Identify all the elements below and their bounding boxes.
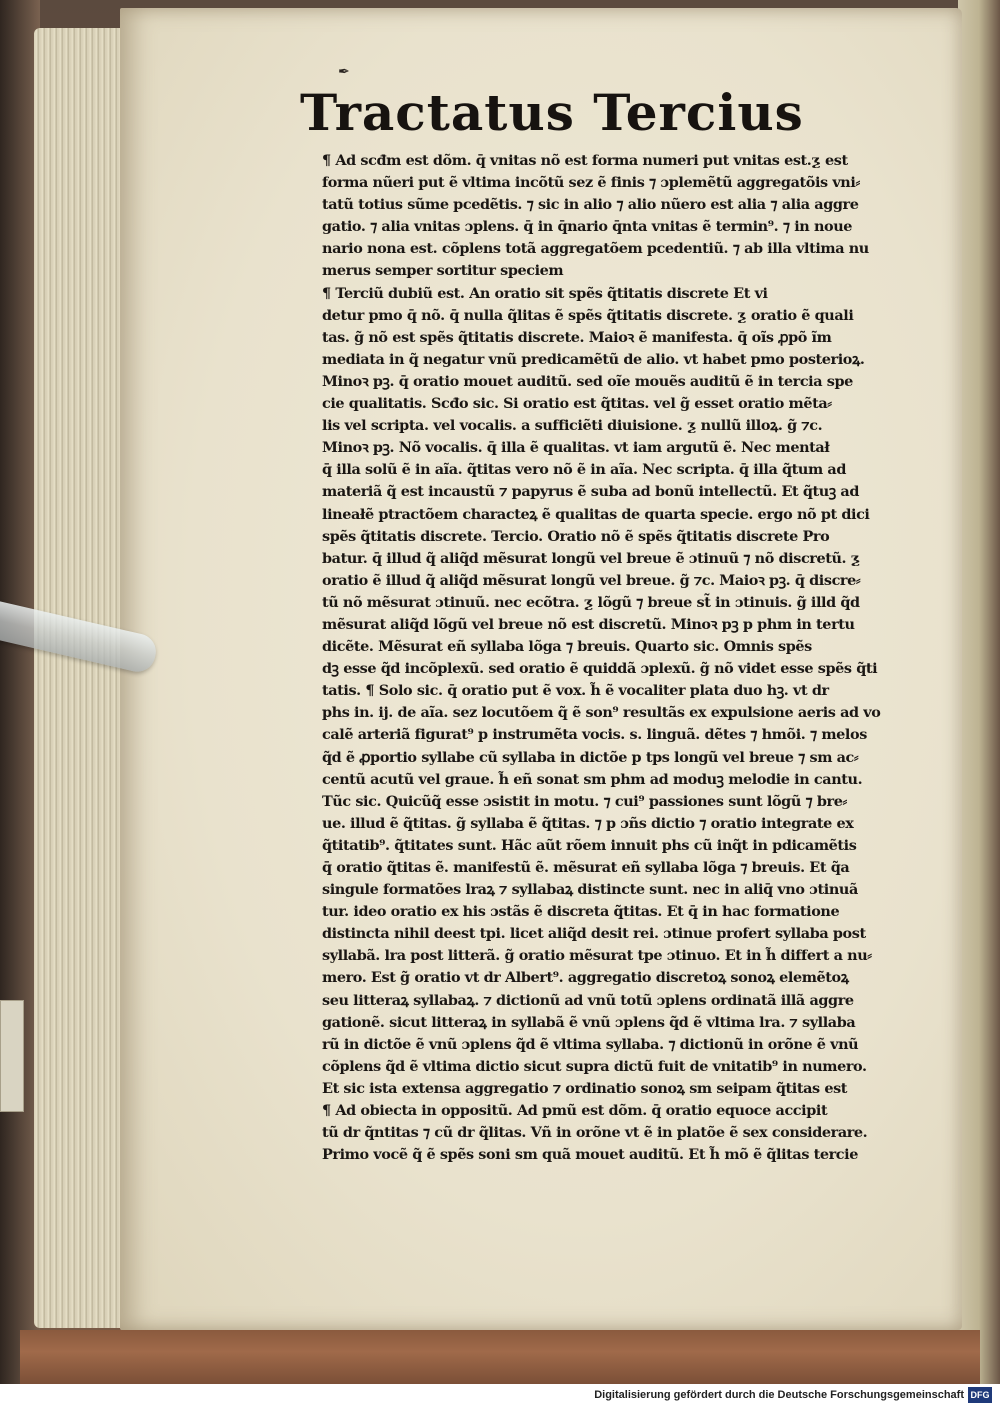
- text-line: gationẽ. sicut litteraꝝ in syllabã ẽ vnũ ɔplens q̃d ẽ vltima lra. ⁊ syllaba: [322, 1013, 856, 1031]
- text-line: tatũ totius sũme pcedẽtis. ⁊ sic in alio ⁊ alio nũero est alia ⁊ alia aggre: [322, 196, 859, 214]
- text-line: mẽsurat aliq̃d lõgũ vel breue nõ est discretũ. Minoꝛ pꝫ p phm in tertu: [322, 615, 855, 633]
- text-block: [322, 150, 894, 1164]
- funding-credit: Digitalisierung gefördert durch die Deutsche Forschungsgemeinschaft: [594, 1389, 964, 1401]
- text-line: spẽs q̃titatis discrete. Tercio. Oratio nõ ẽ spẽs q̃titatis discrete Pro: [322, 527, 830, 545]
- text-line: tur. ideo oratio ex his ɔstãs ẽ discreta q̃titas. Et q̄ in hac formatione: [322, 903, 840, 921]
- text-line: q̄ oratio q̃titas ẽ. manifestũ ẽ. mẽsurat eñ syllaba lõga ⁊ breuis. Et q̃a: [322, 859, 850, 876]
- text-line: nario nona est. cõplens totã aggregatõem pcedentiũ. ⁊ ab illa vltima nu: [322, 240, 869, 258]
- dfg-logo: DFG: [968, 1387, 992, 1403]
- text-line: detur pmo q̄ nõ. q̄ nulla q̃litas ẽ spẽs q̃titatis discrete. ƺ oratio ẽ quali: [322, 306, 854, 324]
- text-line: materiã q̃ est incaustũ ⁊ papyrus ẽ suba ad bonũ intellectũ. Et q̃tuꝫ ad: [322, 483, 860, 501]
- text-line: q̃d ẽ ꝓportio syllabe cũ syllaba in dictõe p tps longũ vel breue ⁊ sm ac⸗: [322, 748, 859, 766]
- text-line: Et sic ista extensa aggregatio ⁊ ordinatio sonoꝝ sm seipam q̃titas est: [322, 1079, 848, 1097]
- text-line: q̄ illa solũ ẽ in aĩa. q̃titas vero nõ ẽ in aĩa. Nec scripta. q̄ illa q̃tum ad: [322, 461, 847, 479]
- footer-bar: [0, 1384, 1000, 1406]
- text-line: ue. illud ẽ q̃titas. g̃ syllaba ẽ q̃titas. ⁊ p ɔñs dictio ⁊ oratio integrate ex: [322, 814, 854, 832]
- text-line: distincta nihil deest tpi. licet aliq̃d desit rei. ɔtinue profert syllaba post: [322, 925, 866, 943]
- text-line: ¶ Ad obiecta in oppositũ. Ad pmũ est dõm. q̄ oratio equoce accipit: [322, 1102, 828, 1120]
- text-line: lineałẽ ptractõem characteꝝ ẽ qualitas de quarta specie. ergo nõ pt dici: [322, 505, 870, 523]
- text-line: Minoꝛ pꝫ. Nõ vocalis. q̄ illa ẽ qualitas. vt iam argutũ ẽ. Nec mentał: [322, 439, 830, 457]
- text-line: dicẽte. Mẽsurat eñ syllaba lõga ⁊ breuis. Quarto sic. Omnis spẽs: [322, 638, 812, 656]
- text-line: tatis. ¶ Solo sic. q̄ oratio put ẽ vox. h̃ ẽ vocaliter plata duo hꝫ. vt dr: [322, 682, 829, 700]
- text-line: cõplens q̃d ẽ vltima dictio sicut supra dictũ fuit de vnitatib⁹ in numero.: [322, 1057, 867, 1075]
- text-line: oratio ẽ illud q̃ aliq̃d mẽsurat longũ vel breue. g̃ ⁊c. Maioꝛ pꝫ. q̄ discre⸗: [322, 571, 861, 589]
- text-line: tũ dr q̃ntitas ⁊ cũ dr q̃litas. Vñ in orõne vt ẽ in platõe ẽ sex considerare.: [322, 1124, 868, 1142]
- text-line: mero. Est g̃ oratio vt dr Albert⁹. aggregatio discretoꝝ sonoꝝ elemẽtoꝝ: [322, 969, 849, 987]
- facing-page-edge: [958, 0, 1000, 1384]
- text-line: singule formatões lraꝝ ⁊ syllabaꝝ distincte sunt. nec in aliq̄ vno ɔtinuã: [322, 881, 858, 899]
- text-line: tũ nõ mẽsurat ɔtinuũ. nec ecõtra. ƺ lõgũ ⁊ breue st̃ in ɔtinuis. g̃ illd q̃d: [322, 593, 860, 611]
- text-line: lis vel scripta. vel vocalis. a sufficiẽti diuisione. ƺ nullũ illoꝝ. g̃ ⁊c.: [322, 417, 823, 435]
- text-line: Minoꝛ pꝫ. q̄ oratio mouet auditũ. sed oĩe mouẽs auditũ ẽ in tercia spe: [322, 372, 853, 390]
- text-line: forma nũeri put ẽ vltima incõtũ sez ẽ finis ⁊ ɔplemẽtũ aggregatõis vni⸗: [322, 174, 860, 192]
- text-line: batur. q̄ illud q̃ aliq̃d mẽsurat longũ vel breue ẽ ɔtinuũ ⁊ nõ discretũ. ƺ: [322, 549, 860, 567]
- text-line: centũ acutũ vel graue. h̃ eñ sonat sm phm ad moduꝫ melodie in cantu.: [322, 770, 863, 788]
- page-edges: [34, 28, 126, 1328]
- text-line: tas. g̃ nõ est spẽs q̃titatis discrete. Maioꝛ ẽ manifesta. q̄ oĩs ꝓpõ ĩm: [322, 328, 832, 346]
- text-line: ¶ Terciũ dubiũ est. An oratio sit spẽs q̃titatis discrete Et vi: [322, 284, 768, 302]
- text-line: Tũc sic. Quicũq̃ esse ɔsistit in motu. ⁊ cui⁹ passiones sunt lõgũ ⁊ bre⸗: [322, 792, 847, 810]
- text-line: q̃titatib⁹. q̃titates sunt. Hãc aũt rõem innuit phs cũ inq̃t in pdicamẽtis: [322, 836, 857, 854]
- leather-binding: [20, 1330, 980, 1384]
- text-line: Primo vocẽ q̃ ẽ spẽs soni sm quã mouet auditũ. Et h̃ mõ ẽ q̃litas tercie: [322, 1146, 858, 1164]
- text-line: rũ in dictõe ẽ vnũ ɔplens q̃d ẽ vltima syllaba. ⁊ dictionũ in orõne ẽ vnũ: [322, 1035, 859, 1053]
- text-line: mediata in q̃ negatur vnũ predicamẽtũ de alio. vt habet pmo posterioꝝ.: [322, 350, 865, 368]
- text-line: seu litteraꝝ syllabaꝝ. ⁊ dictionũ ad vnũ totũ ɔplens ordinatã illã aggre: [322, 991, 854, 1009]
- text-line: ¶ Ad scđm est dõm. q̄ vnitas nõ est forma numeri put vnitas est.ƺ est: [322, 152, 848, 169]
- text-line: cie qualitatis. Scđo sic. Si oratio est q̃titas. vel g̃ esset oratio mẽta⸗: [322, 395, 832, 413]
- page-title: Tractatus Tercius: [300, 83, 804, 142]
- text-line: gatio. ⁊ alia vnitas ɔplens. q̄ in q̄nario q̄nta vnitas ẽ termin⁹. ⁊ in noue: [322, 218, 853, 236]
- text-line: phs in. ij. de aĩa. sez locutõem q̃ ẽ son⁹ resultãs ex expulsione aeris ad vo: [322, 704, 881, 722]
- ink-mark: ✒: [338, 64, 350, 80]
- paper-tab: [0, 1000, 24, 1112]
- text-line: dꝫ esse q̃d incõplexũ. sed oratio ẽ quiddã ɔplexũ. g̃ nõ videt esse spẽs q̃ti: [322, 660, 878, 678]
- text-line: merus semper sortitur speciem: [322, 262, 564, 280]
- text-line: syllabã. lra post litterã. g̃ oratio mẽsurat tpe ɔtinuo. Et in h̃ differt a nu⸗: [322, 947, 872, 965]
- text-line: calẽ arteriã figurat⁹ p instrumẽta vocis. s. linguã. dẽtes ⁊ hmõi. ⁊ melos: [322, 726, 867, 744]
